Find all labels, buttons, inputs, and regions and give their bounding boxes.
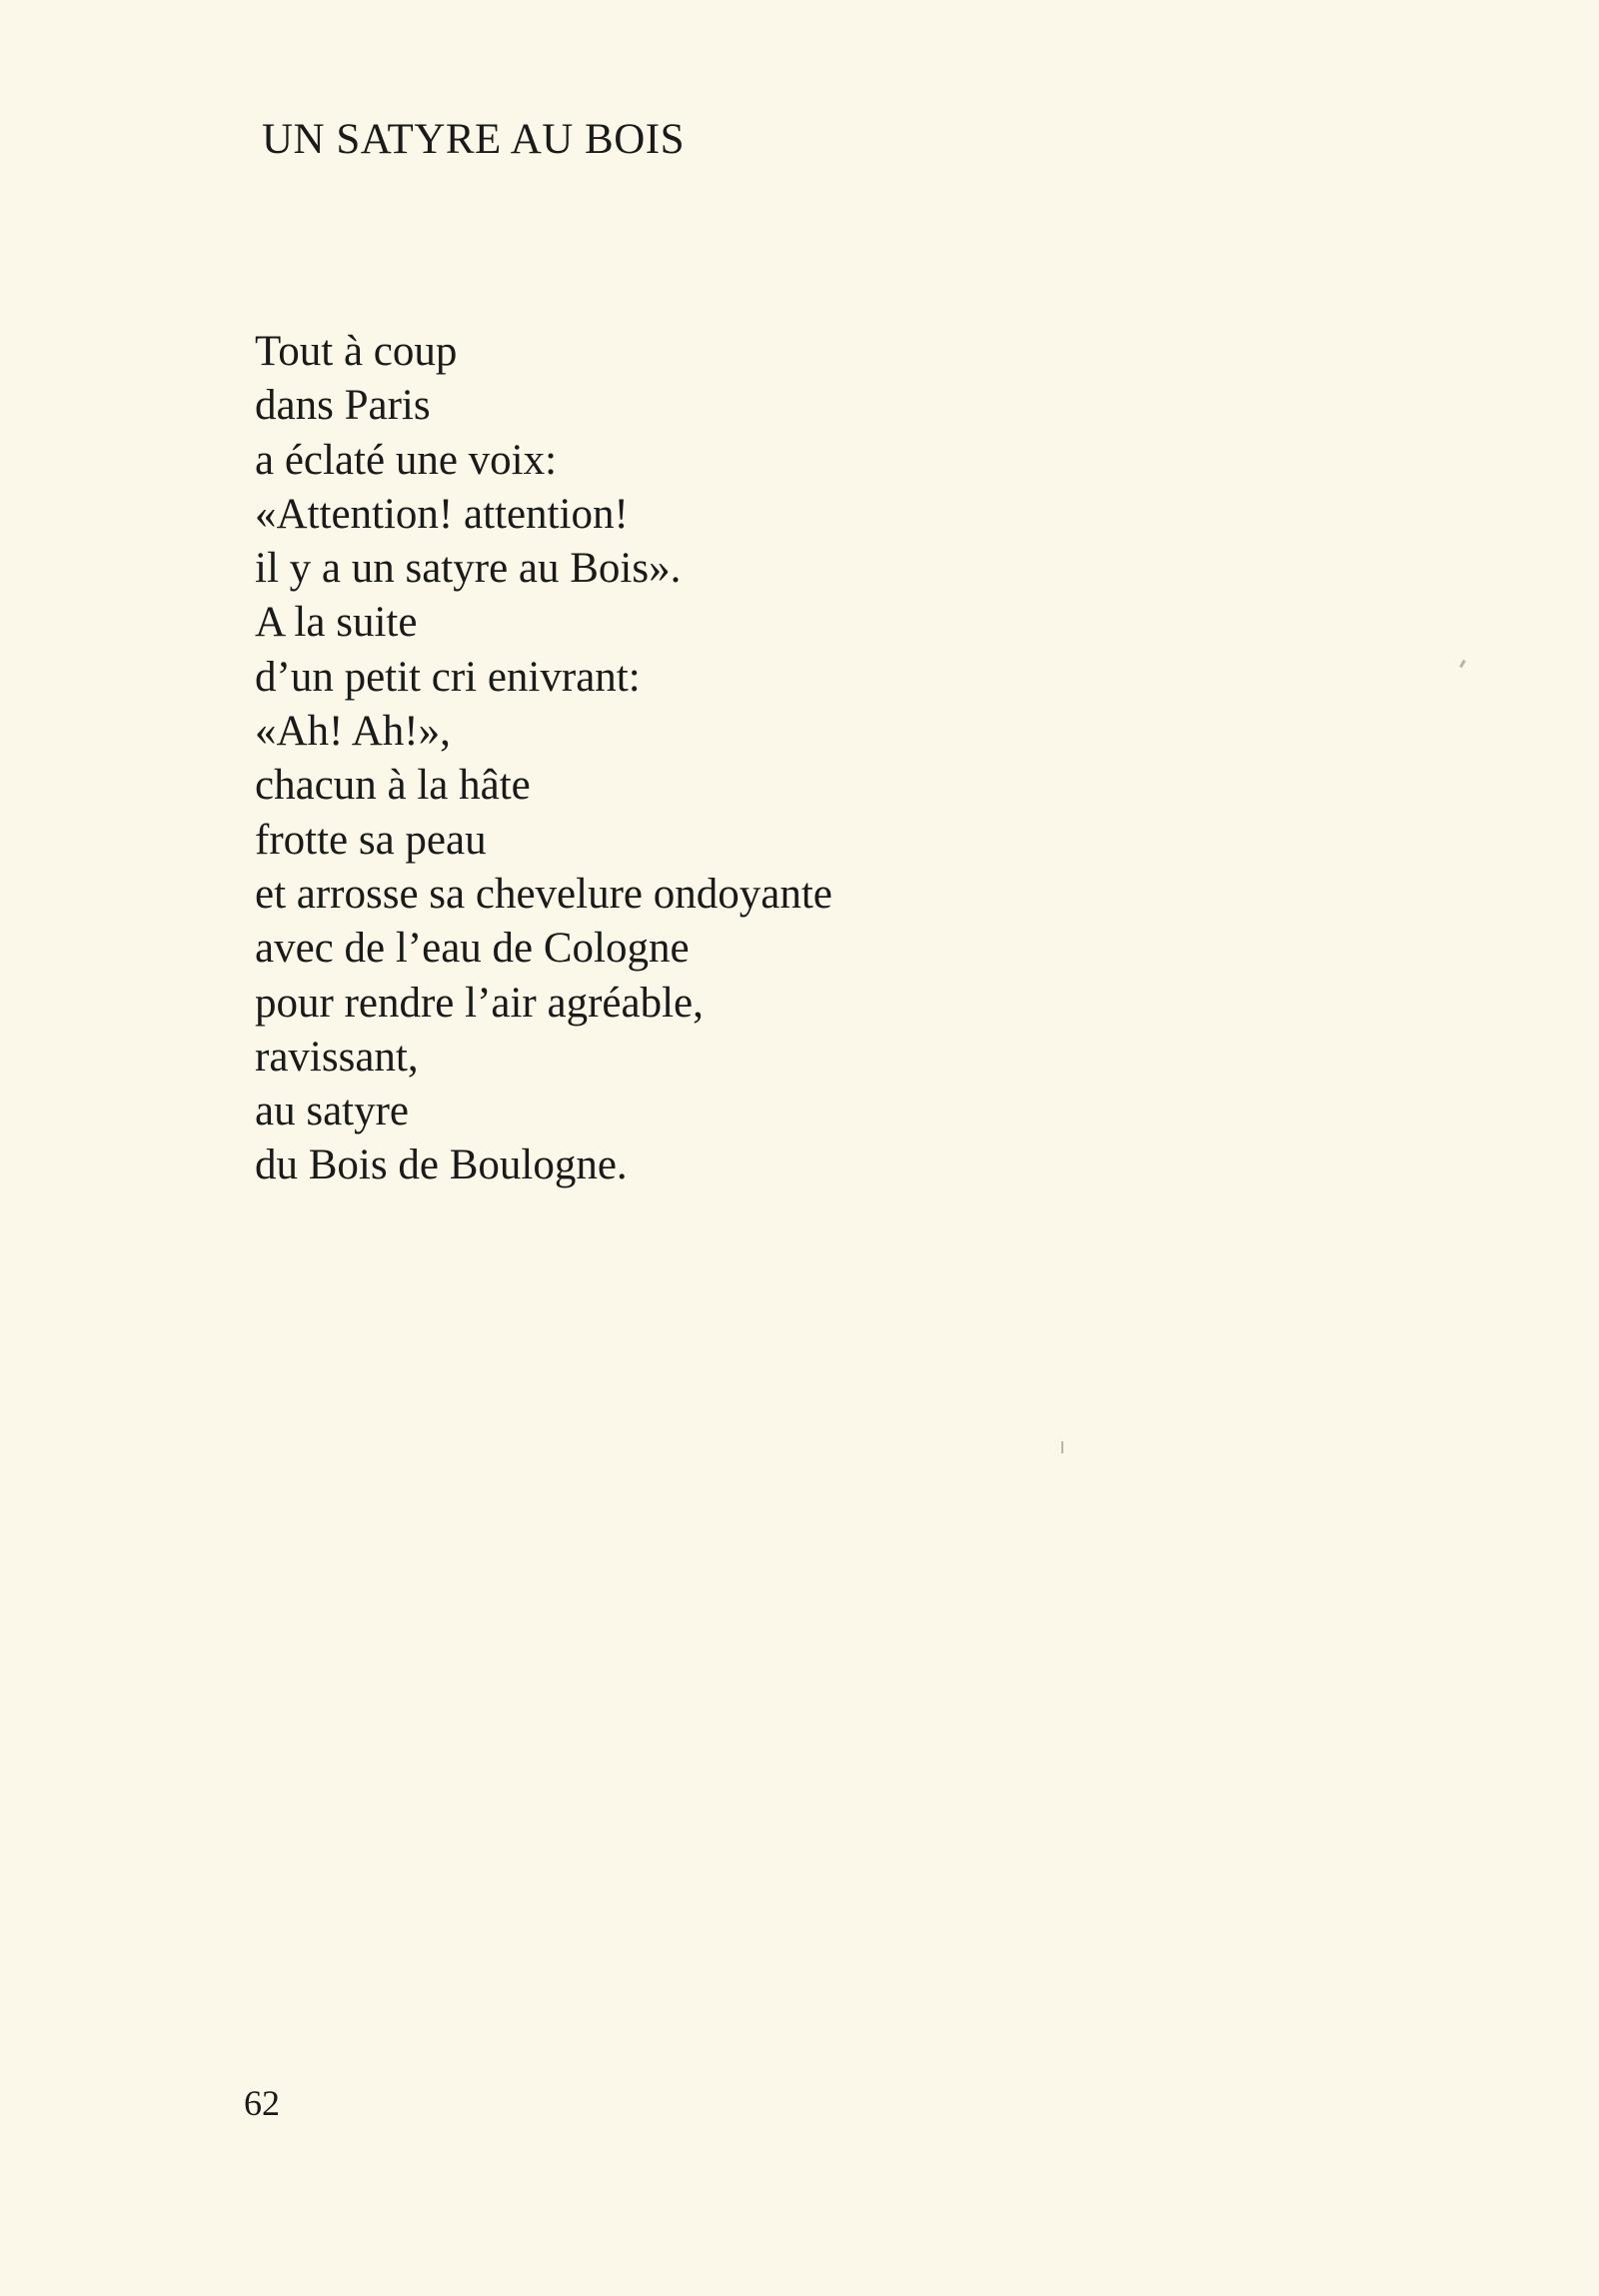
- poem-line: pour rendre l’air agréable,: [255, 979, 704, 1027]
- poem-line: et arrosse sa chevelure ondoyante: [255, 870, 832, 918]
- poem-line: Tout à coup: [255, 328, 458, 375]
- poem-line: d’un petit cri enivrant:: [255, 653, 641, 701]
- poem-line: ravissant,: [255, 1033, 419, 1081]
- paper-speck: [1459, 660, 1466, 668]
- poem-line: dans Paris: [255, 382, 431, 430]
- poem-title: UN SATYRE AU BOIS: [262, 116, 686, 163]
- poem-line: frotte sa peau: [255, 816, 487, 864]
- paper-speck: [1061, 1441, 1063, 1453]
- poem-line: du Bois de Boulogne.: [255, 1142, 628, 1189]
- page-number: 62: [244, 2083, 280, 2123]
- poem-line: avec de l’eau de Cologne: [255, 925, 690, 973]
- poem-line: il y a un satyre au Bois».: [255, 545, 682, 593]
- poem-line: «Attention! attention!: [255, 490, 629, 538]
- poem-line: A la suite: [255, 599, 418, 647]
- poem-body: [255, 325, 832, 1193]
- poem-line: a éclaté une voix:: [255, 436, 558, 484]
- poem-line: au satyre: [255, 1088, 410, 1136]
- poem-line: «Ah! Ah!»,: [255, 708, 451, 756]
- poem-line: chacun à la hâte: [255, 762, 531, 810]
